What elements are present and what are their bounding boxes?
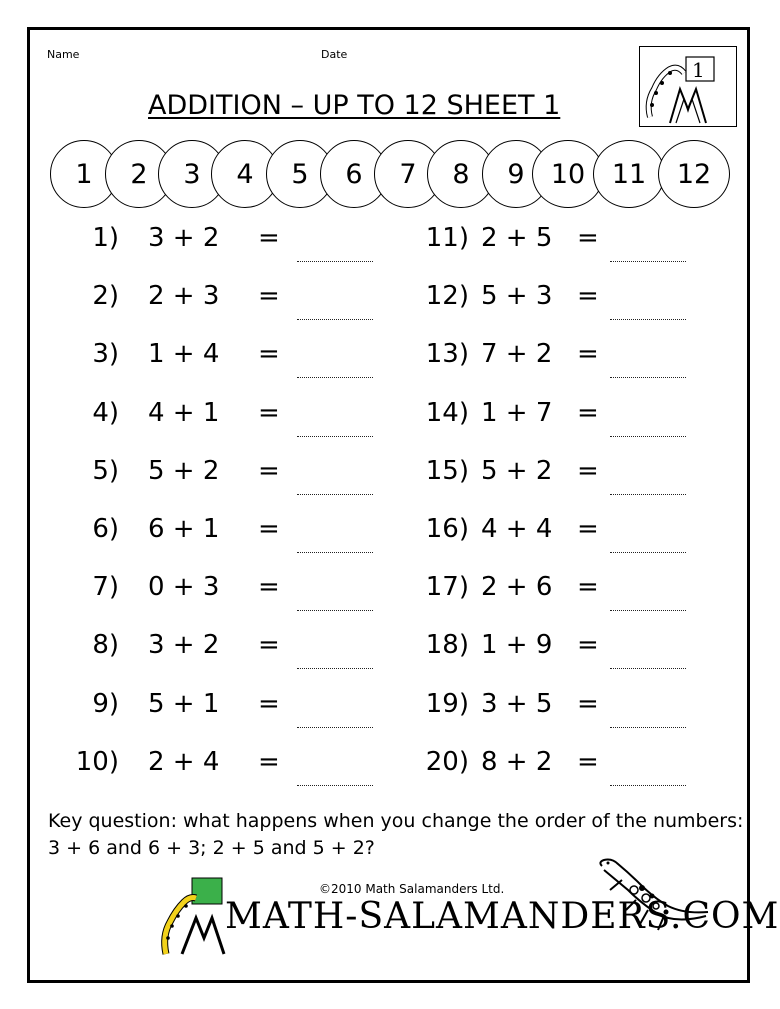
equals-sign: = — [577, 223, 599, 253]
question-number: 9) — [92, 689, 119, 719]
number-circle: 3 — [158, 140, 226, 208]
salamander-logo-icon — [158, 876, 228, 956]
number-circle: 2 — [105, 140, 173, 208]
question-expression: 5 + 1 — [148, 689, 220, 719]
question-expression: 0 + 3 — [148, 572, 220, 602]
worksheet — [27, 27, 780, 983]
question-expression: 7 + 2 — [481, 339, 553, 369]
name-label: Name — [47, 48, 80, 61]
answer-line[interactable] — [610, 610, 686, 611]
number-circle: 1 — [50, 140, 118, 208]
equals-sign: = — [577, 398, 599, 428]
question-expression: 1 + 4 — [148, 339, 220, 369]
question-number: 1) — [92, 223, 119, 253]
question-number: 13) — [425, 339, 469, 369]
question-expression: 4 + 1 — [148, 398, 220, 428]
question-expression: 2 + 6 — [481, 572, 553, 602]
question-expression: 5 + 2 — [148, 456, 220, 486]
question-expression: 5 + 3 — [481, 281, 553, 311]
question-expression: 2 + 4 — [148, 747, 220, 777]
answer-line[interactable] — [610, 785, 686, 786]
question-expression: 2 + 3 — [148, 281, 220, 311]
question-expression: 2 + 5 — [481, 223, 553, 253]
question-number: 11) — [425, 223, 469, 253]
brand-name: MATH-SALAMANDERS.COM — [225, 896, 780, 937]
answer-line[interactable] — [297, 727, 373, 728]
answer-line[interactable] — [610, 319, 686, 320]
question-number: 16) — [425, 514, 469, 544]
equals-sign: = — [258, 747, 280, 777]
answer-line[interactable] — [610, 494, 686, 495]
question-number: 5) — [92, 456, 119, 486]
answer-line[interactable] — [610, 552, 686, 553]
question-number: 3) — [92, 339, 119, 369]
answer-line[interactable] — [297, 377, 373, 378]
number-circle: 6 — [320, 140, 388, 208]
equals-sign: = — [258, 223, 280, 253]
question-number: 12) — [425, 281, 469, 311]
question-number: 7) — [92, 572, 119, 602]
answer-line[interactable] — [610, 436, 686, 437]
question-number: 18) — [425, 630, 469, 660]
question-expression: 3 + 2 — [148, 630, 220, 660]
question-expression: 6 + 1 — [148, 514, 220, 544]
equals-sign: = — [577, 514, 599, 544]
question-number: 2) — [92, 281, 119, 311]
date-label: Date — [321, 48, 348, 61]
question-number: 6) — [92, 514, 119, 544]
answer-line[interactable] — [297, 668, 373, 669]
answer-line[interactable] — [297, 552, 373, 553]
answer-line[interactable] — [610, 261, 686, 262]
question-number: 8) — [92, 630, 119, 660]
question-expression: 1 + 7 — [481, 398, 553, 428]
number-circle: 4 — [211, 140, 279, 208]
equals-sign: = — [258, 456, 280, 486]
equals-sign: = — [258, 281, 280, 311]
question-expression: 8 + 2 — [481, 747, 553, 777]
number-circle: 11 — [593, 140, 665, 208]
equals-sign: = — [577, 572, 599, 602]
number-circle: 7 — [374, 140, 442, 208]
equals-sign: = — [577, 630, 599, 660]
question-expression: 3 + 2 — [148, 223, 220, 253]
answer-line[interactable] — [297, 436, 373, 437]
number-circle: 12 — [658, 140, 730, 208]
answer-line[interactable] — [610, 727, 686, 728]
answer-line[interactable] — [610, 668, 686, 669]
question-number: 4) — [92, 398, 119, 428]
equals-sign: = — [577, 456, 599, 486]
key-question-line-1: Key question: what happens when you change the order of the numbers: — [48, 810, 744, 832]
equals-sign: = — [577, 747, 599, 777]
number-circle: 5 — [266, 140, 334, 208]
key-question-line-2: 3 + 6 and 6 + 3; 2 + 5 and 5 + 2? — [48, 837, 375, 859]
equals-sign: = — [577, 689, 599, 719]
salamander-logo-icon — [640, 47, 735, 125]
question-expression: 4 + 4 — [481, 514, 553, 544]
question-number: 20) — [425, 747, 469, 777]
question-number: 14) — [425, 398, 469, 428]
number-circle: 9 — [482, 140, 550, 208]
answer-line[interactable] — [297, 610, 373, 611]
equals-sign: = — [577, 339, 599, 369]
equals-sign: = — [258, 514, 280, 544]
sheet-logo — [639, 46, 737, 127]
page-title: ADDITION – UP TO 12 SHEET 1 — [148, 90, 561, 121]
question-expression: 5 + 2 — [481, 456, 553, 486]
question-number: 15) — [425, 456, 469, 486]
answer-line[interactable] — [297, 785, 373, 786]
equals-sign: = — [577, 281, 599, 311]
equals-sign: = — [258, 572, 280, 602]
question-number: 19) — [425, 689, 469, 719]
copyright: ©2010 Math Salamanders Ltd. — [319, 882, 505, 896]
sheet-number: 1 — [692, 58, 705, 82]
equals-sign: = — [258, 339, 280, 369]
answer-line[interactable] — [297, 319, 373, 320]
question-expression: 1 + 9 — [481, 630, 553, 660]
question-expression: 3 + 5 — [481, 689, 553, 719]
number-circle: 10 — [532, 140, 604, 208]
answer-line[interactable] — [297, 261, 373, 262]
equals-sign: = — [258, 689, 280, 719]
answer-line[interactable] — [610, 377, 686, 378]
question-number: 17) — [425, 572, 469, 602]
number-circle: 8 — [427, 140, 495, 208]
question-number: 10) — [75, 747, 119, 777]
answer-line[interactable] — [297, 494, 373, 495]
equals-sign: = — [258, 398, 280, 428]
equals-sign: = — [258, 630, 280, 660]
